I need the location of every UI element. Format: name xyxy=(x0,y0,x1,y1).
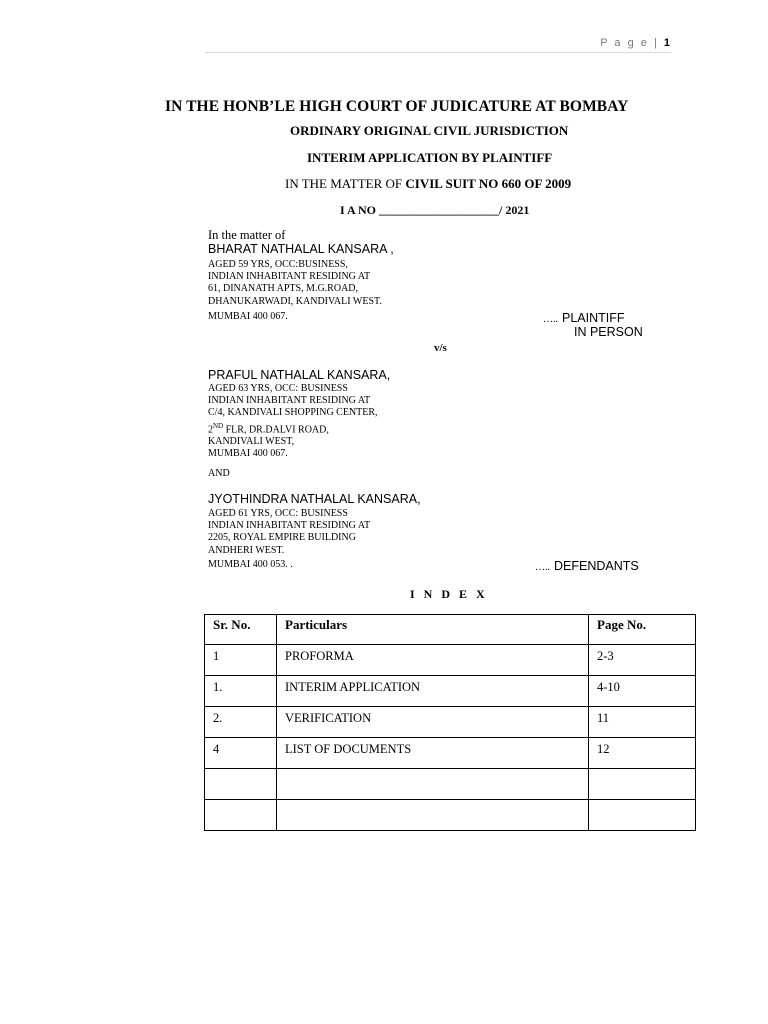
cell-particulars xyxy=(277,800,589,831)
table-header-row xyxy=(205,615,696,645)
versus: v/s xyxy=(434,342,447,354)
plaintiff-detail-line: AGED 59 YRS, OCC:BUSINESS, xyxy=(208,259,348,270)
plaintiff-role-2: IN PERSON xyxy=(574,325,643,339)
cell-sr-no: 1 xyxy=(205,645,277,676)
plaintiff-detail-line: DHANUKARWADI, KANDIVALI WEST. xyxy=(208,295,382,307)
plaintiff-details xyxy=(208,259,382,308)
table-row xyxy=(205,800,696,831)
defendant1-details xyxy=(208,383,378,461)
index-table xyxy=(204,614,696,831)
cell-page-no xyxy=(589,769,696,800)
header-divider xyxy=(205,52,671,53)
table-row xyxy=(205,707,696,738)
plaintiff-detail-line: 61, DINANATH APTS, M.G.ROAD, xyxy=(208,283,359,295)
cell-page-no: 11 xyxy=(589,707,696,738)
cell-page-no: 4-10 xyxy=(589,676,696,707)
index-heading: I N D E X xyxy=(410,587,488,601)
table-row xyxy=(205,769,696,800)
cell-page-no xyxy=(589,800,696,831)
court-title: IN THE HONB’LE HIGH COURT OF JUDICATURE AT BOMBAY xyxy=(165,98,629,115)
floor-suffix: ND xyxy=(213,421,224,430)
defendant2-detail-line: 2205, ROYAL EMPIRE BUILDING xyxy=(208,532,356,544)
table-row xyxy=(205,645,696,676)
application-title: INTERIM APPLICATION BY PLAINTIFF xyxy=(307,150,553,165)
defendant1-detail-line: AGED 63 YRS, OCC: BUSINESS xyxy=(208,383,348,394)
defendant1-name: PRAFUL NATHALAL KANSARA, xyxy=(208,368,391,382)
defendant1-detail-line: MUMBAI 400 067. xyxy=(208,448,288,460)
defendant2-detail-line: INDIAN INHABITANT RESIDING AT xyxy=(208,520,371,532)
table-row xyxy=(205,676,696,707)
defendant-role-line xyxy=(535,557,639,575)
cell-sr-no: 4 xyxy=(205,738,277,769)
col-header-page-no: Page No. xyxy=(589,615,696,645)
defendant1-detail-line: C/4, KANDIVALI SHOPPING CENTER, xyxy=(208,407,378,419)
defendant-role: DEFENDANTS xyxy=(554,559,639,573)
page-separator: | xyxy=(653,37,659,49)
defendant1-floor-line xyxy=(208,420,378,437)
page-header xyxy=(600,37,670,49)
plaintiff-detail-line: INDIAN INHABITANT RESIDING AT xyxy=(208,271,371,283)
jurisdiction-title: ORDINARY ORIGINAL CIVIL JURISDICTION xyxy=(290,123,569,138)
defendant2-city: MUMBAI 400 053. . xyxy=(208,559,293,570)
plaintiff-name: BHARAT NATHALAL KANSARA , xyxy=(208,242,394,256)
defendant2-detail-line: ANDHERI WEST. xyxy=(208,544,285,556)
cell-page-no: 12 xyxy=(589,738,696,769)
defendant-role-dots: ….. xyxy=(535,562,550,573)
cell-sr-no xyxy=(205,800,277,831)
cell-sr-no: 1. xyxy=(205,676,277,707)
cell-particulars: INTERIM APPLICATION xyxy=(277,676,589,707)
floor-number: 2 xyxy=(208,423,213,435)
floor-address: FLR, DR.DALVI ROAD, xyxy=(223,423,329,435)
col-header-sr-no: Sr. No. xyxy=(205,615,277,645)
cell-sr-no: 2. xyxy=(205,707,277,738)
defendant1-detail-line: KANDIVALI WEST, xyxy=(208,436,295,448)
table-row xyxy=(205,738,696,769)
matter-line xyxy=(285,176,571,192)
cell-particulars xyxy=(277,769,589,800)
and-text: AND xyxy=(208,468,230,479)
cell-sr-no xyxy=(205,769,277,800)
cell-page-no: 2-3 xyxy=(589,645,696,676)
page-label: P a g e xyxy=(600,37,649,49)
defendant2-name: JYOTHINDRA NATHALAL KANSARA, xyxy=(208,492,421,506)
defendant1-detail-line: INDIAN INHABITANT RESIDING AT xyxy=(208,395,371,407)
col-header-particulars: Particulars xyxy=(277,615,589,645)
cell-particulars: PROFORMA xyxy=(277,645,589,676)
intro-text: In the matter of xyxy=(208,228,286,242)
matter-prefix: IN THE MATTER OF xyxy=(285,176,403,191)
page-number: 1 xyxy=(663,37,670,49)
cell-particulars: VERIFICATION xyxy=(277,707,589,738)
plaintiff-role-dots: ….. xyxy=(543,314,558,325)
defendant2-detail-line: AGED 61 YRS, OCC: BUSINESS xyxy=(208,508,348,519)
ia-number: I A NO ____________________/ 2021 xyxy=(340,203,530,217)
plaintiff-role: PLAINTIFF xyxy=(562,311,625,325)
suit-number: CIVIL SUIT NO 660 OF 2009 xyxy=(405,176,572,191)
cell-particulars: LIST OF DOCUMENTS xyxy=(277,738,589,769)
plaintiff-city: MUMBAI 400 067. xyxy=(208,311,288,322)
defendant2-details xyxy=(208,508,370,557)
